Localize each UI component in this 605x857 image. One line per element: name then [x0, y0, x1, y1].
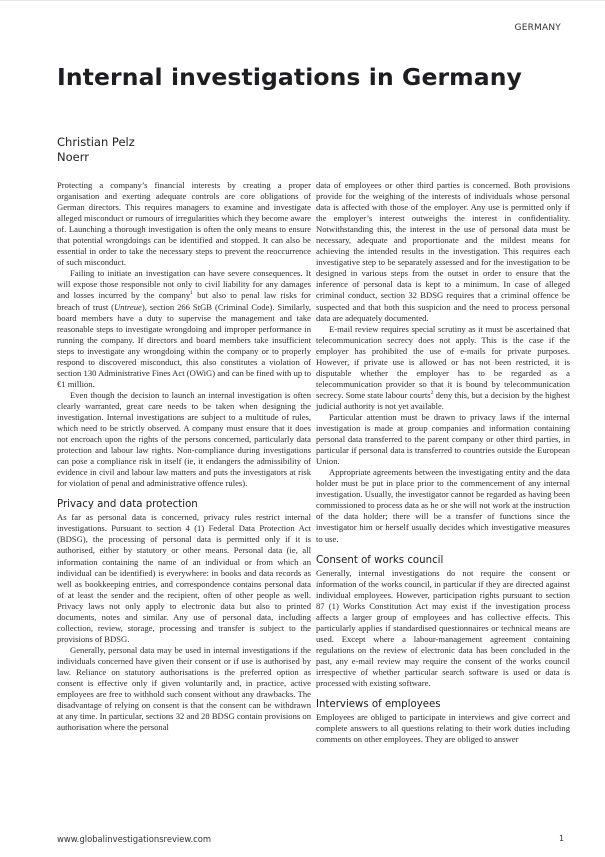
section-heading-interviews: Interviews of employees	[316, 699, 441, 711]
left-column	[57, 180, 311, 733]
author-firm: Noerr	[57, 150, 89, 164]
paragraph: Employees are obliged to participate in interviews and give correct and complete answers to all questions relating to their work duties including comments on other employees. They are obliged to answer	[316, 712, 570, 745]
paragraph: E-mail review requires special scrutiny as it must be ascertained that telecommunication secrecy does not apply. This is the case if the employer has prohibited the use of e-mails for private purposes. However, if private use is allowed or has not been restricted, it is disputable whether the employer has to be regarded as a telecommunication provider so that it is bound by telecommunication secrecy. Some state labour courts$^2$ deny this, but a decision by the highest judicial authority is not yet available.	[316, 323, 570, 411]
running-head: GERMANY	[514, 23, 561, 33]
section-heading-privacy: Privacy and data protection	[57, 499, 198, 511]
author-name: Christian Pelz	[57, 135, 135, 149]
paragraph: Appropriate agreements between the investigating entity and the data holder must be put in place prior to the commencement of any internal investigation. Usually, the investigator cannot be regarded as having been commissioned to process data as he or she will not work at the instruction of the data holder; there will be a transfer of functions since the investigator him or herself usually decides which investigative measures to use.	[316, 467, 570, 544]
section-heading-consent: Consent of works council	[316, 554, 444, 566]
paragraph: data of employees or other third parties is concerned. Both provisions provide for the weighing of the interests of individuals whose personal data is affected with those of the employer. Any use is permitted only if the employer’s interest outweighs the interest in confidentiality. Notwithstanding this, the interest in the use of personal data must be necessary, adequate and proportionate and the mildest means for achieving the intended results in the investigation. This requires each investigative step to be separately assessed and for the investigation to be designed in various steps from the outset in order to ensure that the inference of personal data is kept to a minimum. In case of alleged criminal conduct, section 32 BDSG requires that a criminal offence be suspected and that both this suspicion and the need to process personal data are adequately documented.	[316, 180, 570, 323]
byline	[57, 135, 135, 165]
footnote-marker[interactable]: 1	[190, 290, 193, 297]
footnote-marker[interactable]: 2	[430, 390, 434, 397]
right-column	[316, 180, 570, 745]
paragraph: Protecting a company’s financial interests by creating a proper organisation and exerting adequate controls are core obligations of German directors. This requires managers to examine and investigate alleged misconduct or rumours of irregularities which they become aware of. Launching a thorough investigation is often the only means to ensure that potential wrongdoings can be identified and stopped. It can also be essential in order to take the necessary steps to prevent the reoccurrence of such misconduct.	[57, 180, 311, 268]
paragraph: As far as personal data is concerned, privacy rules restrict internal investigations. Pursuant to section 4 (1) Federal Data Protection Act (BDSG), the processing of personal data is permitted only if it is authorised, either by statutory or other means. Personal data (ie, all information containing the name of an individual or from which an individual can be identified) is everywhere: in books and data records as well as bookkeeping entries, and correspondence contains personal data of at least the sender and the recipient, often of other people as well. Privacy laws not only apply to electronic data but also to printed documents, notes and similar. Any use of personal data, including collection, review, storage, processing and transfer is subject to the provisions of BDSG.	[57, 512, 311, 644]
paragraph: Generally, internal investigations do not require the consent or information of the works council, in particular if they are directed against individual employees. However, participation rights pursuant to section 87 (1) Works Constitution Act may exist if the investigation process affects a larger group of employees and has collective effects. This particularly applies if standardised questionnaires or technical means are used. Except where a labour-management agreement containing regulations on the review of electronic data has been concluded in the past, any e-mail review may require the consent of the works council irrespective of whether particular search software is used or data is processed with existing software.	[316, 567, 570, 689]
paragraph: Even though the decision to launch an internal investigation is often clearly warranted, great care needs to be taken when designing the investigation. Internal investigations are subject to a multitude of rules, which need to be strictly observed. A company must ensure that it does not encroach upon the rights of the persons concerned, particularly data protection and labour law rights. Non-compliance during investigations can pose a compliance risk in itself (ie, it endangers the admissibility of evidence in civil and labour law matters and puts the investigators at risk for violation of penal and administrative offence rules).	[57, 389, 311, 489]
article-title: Internal investigations in Germany	[57, 63, 522, 91]
paragraph: Failing to initiate an investigation can have severe consequences. It will expose those responsible not only to civil liability for any damages and losses incurred by the company$^1$ but also to penal law risks for breach of trust (Untreue), section 266 StGB (Criminal Code). Similarly, board members have a duty to supervise the management and take reasonable steps to investigate wrongdoing and improper performance in running the company. If directors and board members take insufficient steps to investigate any wrongdoing within the company or to properly respond to discovered misconduct, this also constitutes a violation of section 130 Administrative Fines Act (OWiG) and can be fined with up to €1 million.	[57, 268, 311, 389]
footer-url-link[interactable]: www.globalinvestigationsreview.com	[57, 834, 212, 844]
paragraph: Particular attention must be drawn to privacy laws if the internal investigation is made at group companies and information containing personal data transferred to the parent company or other third parties, in particular if personal data is transferred to countries outside the European Union.	[316, 411, 570, 467]
paragraph: Generally, personal data may be used in internal investigations if the individuals concerned have given their consent or if use is authorised by law. Reliance on statutory authorisations is the preferred option as consent is effective only if given voluntarily and, in practice, active employees are free to withhold such consent without any drawbacks. The disadvantage of relying on consent is that the consent can be withdrawn at any time. In particular, sections 32 and 28 BDSG contain provisions on authorisation where the personal	[57, 644, 311, 733]
page-number: 1	[559, 834, 565, 843]
